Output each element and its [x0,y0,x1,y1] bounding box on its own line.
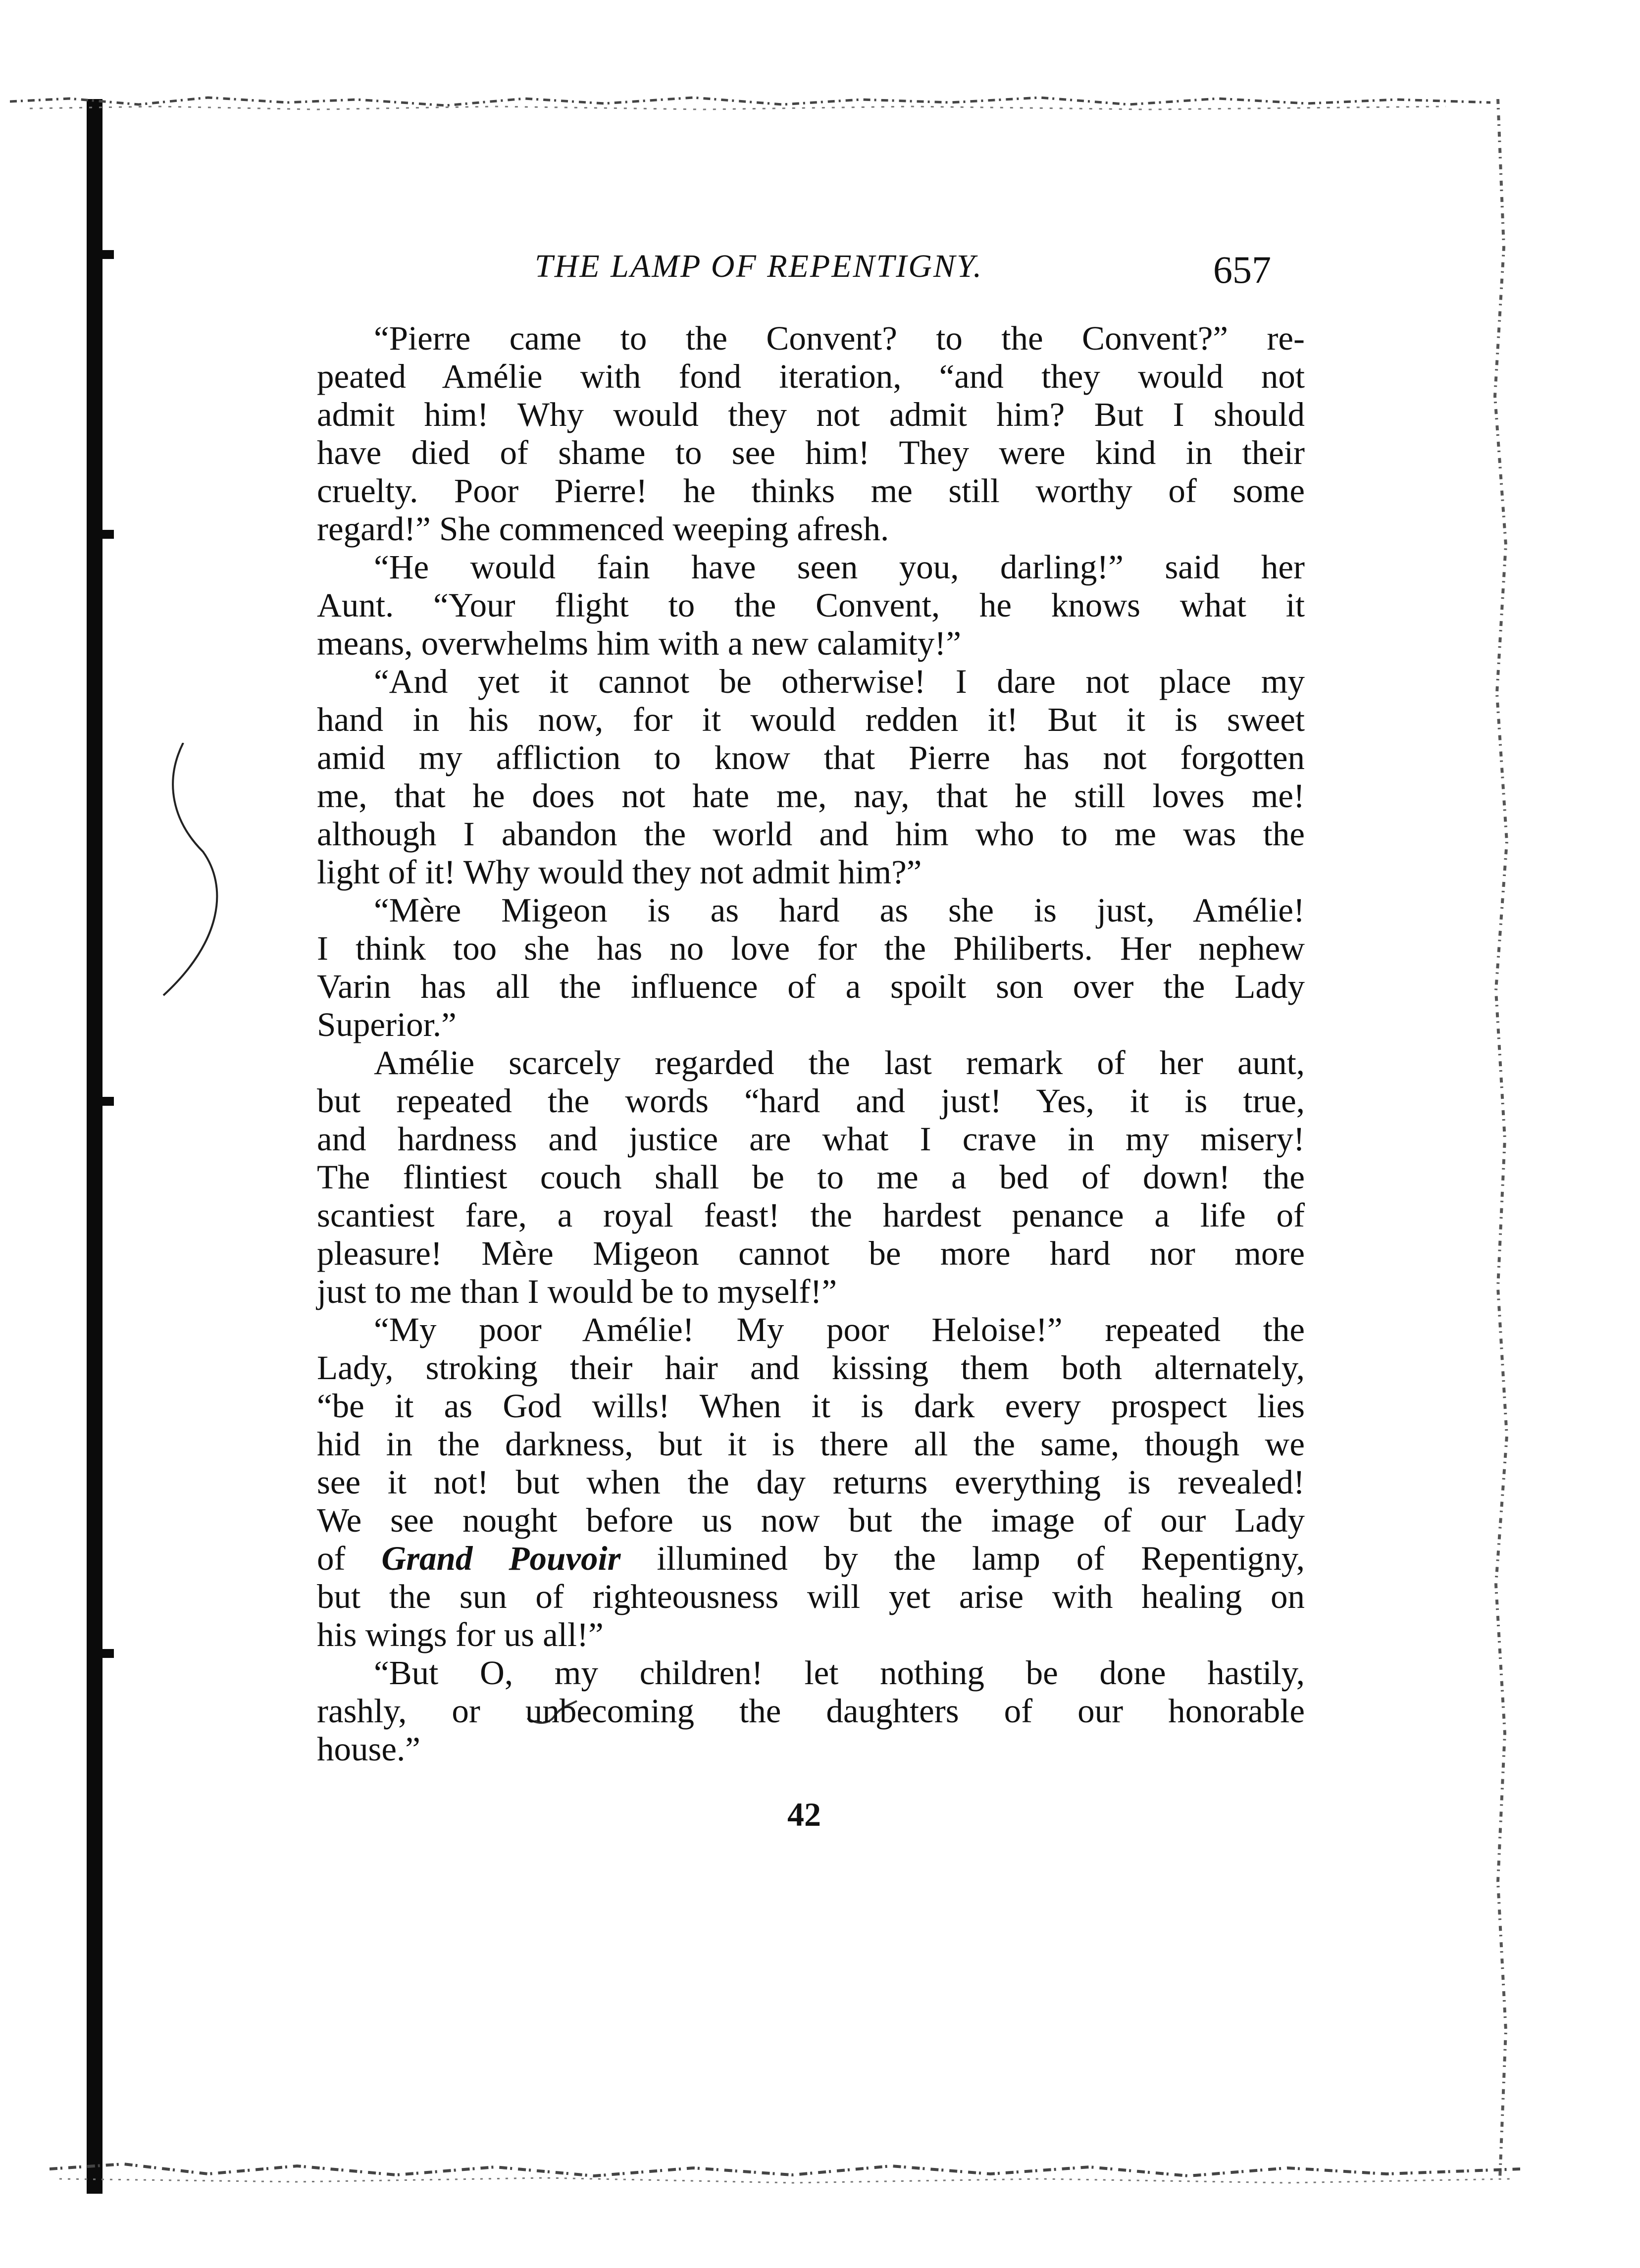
text-line [317,1540,1305,1578]
text-line: “He would fain have seen you, darling!” said her [374,548,1305,586]
text-line: “My poor Amélie! My poor Heloise!” repeated the [374,1311,1305,1348]
text-line: Amélie scarcely regarded the last remark of her aunt, [374,1044,1305,1082]
scan-edge-right [1478,99,1523,2179]
text-line: his wings for us all!” [317,1616,604,1653]
text-line: “Mère Migeon is as hard as she is just, Amélie! [374,891,1305,929]
text-line: “be it as God wills! When it is dark every prospect lies [317,1387,1305,1425]
text-line: although I abandon the world and him who to me was the [317,815,1305,853]
text-line: me, that he does not hate me, nay, that he still loves me! [317,777,1305,815]
text-line: amid my affliction to know that Pierre has not forgotten [317,739,1305,776]
text-line: “And yet it cannot be otherwise! I dare not place my [374,663,1305,700]
text-line: pleasure! Mère Migeon cannot be more hard nor more [317,1235,1305,1272]
text-line: and hardness and justice are what I crave in my misery! [317,1120,1305,1158]
binding-mark [97,250,114,259]
text-line: We see nought before us now but the image of our Lady [317,1501,1305,1539]
text-line: The flintiest couch shall be to me a bed of down! the [317,1158,1305,1196]
binding-mark [97,530,114,539]
text-line: “Pierre came to the Convent? to the Convent?” re- [374,319,1305,357]
italic-phrase: Grand Pouvoir [381,1540,621,1577]
text-line: Superior.” [317,1006,457,1043]
folio-number: 657 [1213,248,1271,291]
text-line: rashly, or unbecoming the daughters of our honorable [317,1692,1305,1730]
text-line: Varin has all the influence of a spoilt son over the Lady [317,968,1305,1005]
text-line: I think too she has no love for the Philiberts. Her nephew [317,929,1305,967]
page-number: 42 [787,1796,821,1833]
text-line: hid in the darkness, but it is there all the same, though we [317,1425,1305,1463]
margin-bracket-mark [158,743,228,1000]
text-line: “But O, my children! let nothing be done hastily, [374,1654,1305,1692]
text-line: house.” [317,1730,420,1768]
text-line: Lady, stroking their hair and kissing them both alternately, [317,1349,1305,1387]
text-line: but the sun of righteousness will yet arise with healing on [317,1578,1305,1615]
text-line: light of it! Why would they not admit him?” [317,853,922,891]
text-line: hand in his now, for it would redden it! But it is sweet [317,701,1305,738]
scan-edge-top [10,92,1490,116]
text-line: regard!” She commenced weeping afresh. [317,510,889,548]
text-line: just to me than I would be to myself!” [317,1273,837,1310]
binding-mark [97,1649,114,1658]
text-line: but repeated the words “hard and just! Yes, it is true, [317,1082,1305,1120]
text-line: cruelty. Poor Pierre! he thinks me still worthy of some [317,472,1305,510]
binding-edge [87,99,102,2194]
binding-mark [97,1097,114,1106]
text-line-segment: illumined by the lamp of Repentigny, [620,1540,1305,1577]
text-line: peated Amélie with fond iteration, “and they would not [317,358,1305,395]
scan-edge-bottom [50,2149,1520,2189]
text-line: admit him! Why would they not admit him? But I should [317,396,1305,433]
text-line: have died of shame to see him! They were kind in their [317,434,1305,471]
body-text [317,319,1305,1768]
running-head: THE LAMP OF REPENTIGNY. [535,248,983,284]
text-line: means, overwhelms him with a new calamity!” [317,624,962,662]
text-line-segment: of [317,1540,382,1577]
text-line: see it not! but when the day returns everything is revealed! [317,1463,1305,1501]
text-line: scantiest fare, a royal feast! the hardest penance a life of [317,1196,1305,1234]
text-line: Aunt. “Your flight to the Convent, he knows what it [317,586,1305,624]
